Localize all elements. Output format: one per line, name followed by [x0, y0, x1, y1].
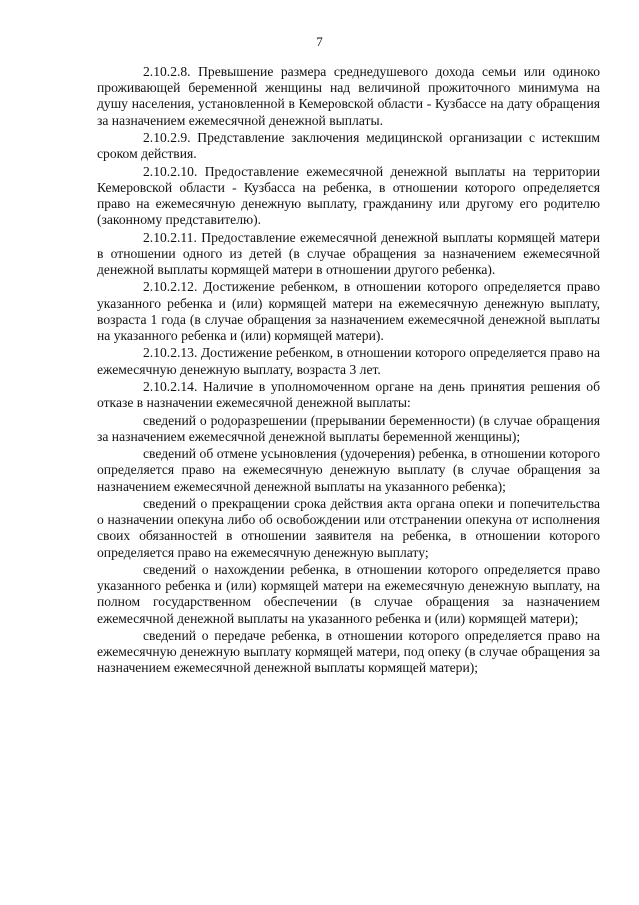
list-item-state-support-info: сведений о нахождении ребенка, в отношении которого определяется право указанного ребенка и (или) кормящей матери на ежемесячную денежную выплату, на полном государственном обеспечении (в случае обращения за назначением ежемесячной денежной выплаты на указанного ребенка и (или) кормящей матери);	[97, 561, 600, 626]
paragraph-2-10-2-9: 2.10.2.9. Представление заключения медицинской организации с истекшим сроком действия.	[97, 130, 600, 162]
paragraph-2-10-2-12: 2.10.2.12. Достижение ребенком, в отношении которого определяется право указанного ребенка и (или) кормящей матери на ежемесячную денежную выплату, возраста 1 года (в случае обращения за назначением ежемесячной денежной выплаты на указанного ребенка и (или) кормящей матери).	[97, 279, 600, 343]
list-item-guardianship-end-info: сведений о прекращении срока действия акта органа опеки и попечительства о назначении опекуна либо об освобождении или отстранении опекуна от исполнения своих обязанностей в отношении заявителя на ребенка, в отношении которого определяется право на ежемесячную денежную выплату;	[97, 495, 600, 560]
paragraph-2-10-2-11: 2.10.2.11. Предоставление ежемесячной денежной выплаты кормящей матери в отношении одного из детей (в случае обращения за назначением ежемесячной денежной выплаты кормящей матери в отношении другого ребенка).	[97, 229, 600, 277]
paragraph-2-10-2-10: 2.10.2.10. Предоставление ежемесячной денежной выплаты на территории Кемеровской области - Кузбасса на ребенка, в отношении которого определяется право на ежемесячную денежную выплату, гражданину или другому его родителю (законному представителю).	[97, 163, 600, 228]
paragraph-2-10-2-14: 2.10.2.14. Наличие в уполномоченном органе на день принятия решения об отказе в назначении ежемесячной денежной выплаты:	[97, 378, 600, 411]
paragraph-2-10-2-13: 2.10.2.13. Достижение ребенком, в отношении которого определяется право на ежемесячную денежную выплату, возраста 3 лет.	[97, 345, 600, 377]
document-body	[97, 64, 600, 678]
page-number: 7	[316, 34, 323, 49]
list-item-adoption-cancel-info: сведений об отмене усыновления (удочерения) ребенка, в отношении которого определяется право на ежемесячную денежную выплату (в случае обращения за назначением ежемесячной денежной выплаты на указанного ребенка);	[97, 446, 600, 494]
paragraph-2-10-2-8: 2.10.2.8. Превышение размера среднедушевого дохода семьи или одиноко проживающей беременной женщины над величиной прожиточного минимума на душу населения, установленной в Кемеровской области - Кузбассе на дату обращения за назначением ежемесячной денежной выплаты.	[97, 64, 600, 128]
list-item-custody-transfer-info: сведений о передаче ребенка, в отношении которого определяется право на ежемесячную денежную выплату кормящей матери, под опеку (в случае обращения за назначением ежемесячной денежной выплаты кормящей матери);	[97, 627, 600, 676]
list-item-childbirth-info: сведений о родоразрешении (прерывании беременности) (в случае обращения за назначением ежемесячной денежной выплаты беременной женщины);	[97, 412, 600, 444]
